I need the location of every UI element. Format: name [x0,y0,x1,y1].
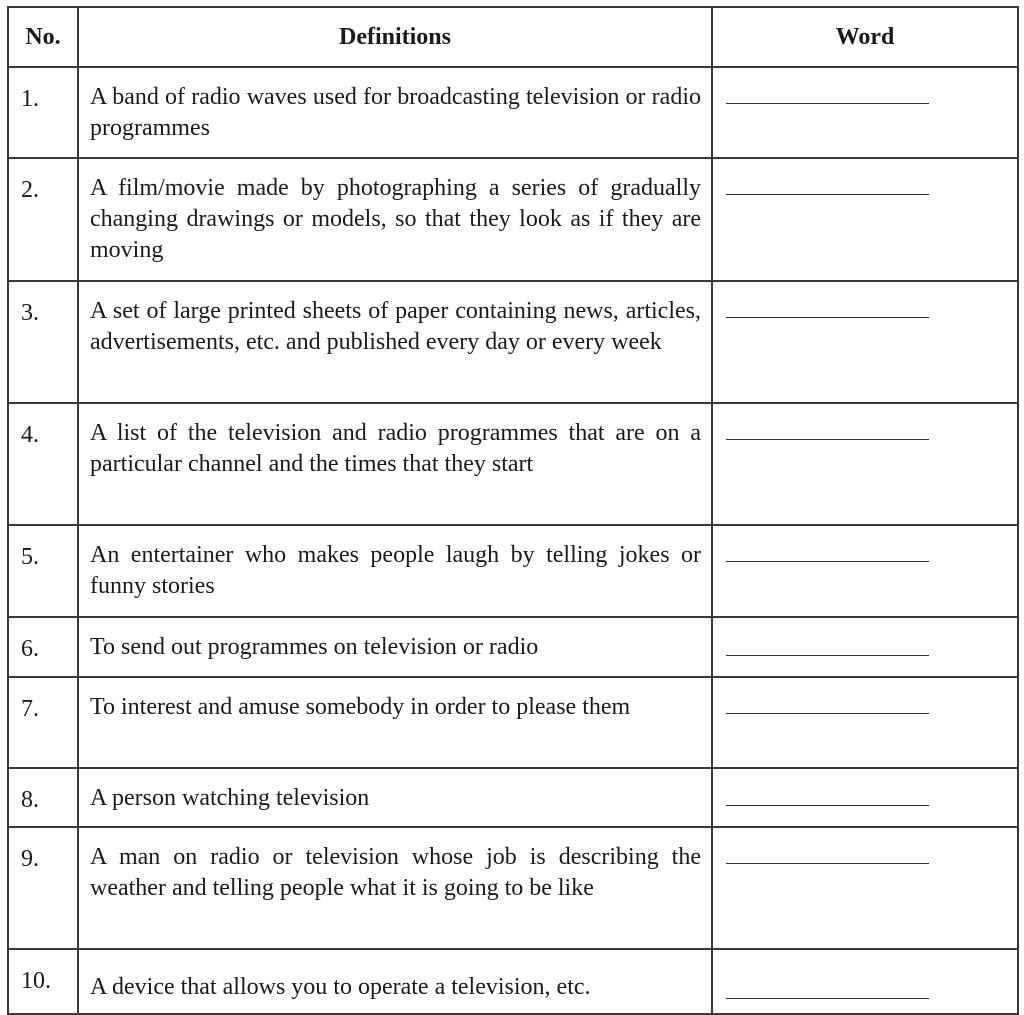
row-definition: A film/movie made by photographing a series of gradually changing drawings or models, so that they look as if they are moving [78,158,712,281]
header-no: No. [8,7,78,67]
row-number: 7. [8,677,78,768]
table-row [8,827,1018,949]
row-number: 5. [8,525,78,617]
word-answer-blank[interactable] [712,949,1018,1014]
row-definition: A band of radio waves used for broadcasting television or radio programmes [78,67,712,158]
word-answer-blank[interactable] [712,827,1018,949]
row-number: 8. [8,768,78,827]
answer-line [726,317,929,318]
row-definition: A person watching television [78,768,712,827]
answer-line [726,805,929,806]
row-definition: A list of the television and radio programmes that are on a particular channel and the times that they start [78,403,712,525]
row-number: 2. [8,158,78,281]
table-row [8,677,1018,768]
row-definition: To send out programmes on television or radio [78,617,712,677]
word-answer-blank[interactable] [712,281,1018,403]
header-definitions: Definitions [78,7,712,67]
answer-line [726,998,929,999]
table-row [8,617,1018,677]
row-number: 10. [8,949,78,1014]
table-row [8,768,1018,827]
row-number: 1. [8,67,78,158]
table-row [8,949,1018,1014]
word-answer-blank[interactable] [712,768,1018,827]
row-number: 9. [8,827,78,949]
row-definition: To interest and amuse somebody in order to please them [78,677,712,768]
table-row [8,403,1018,525]
answer-line [726,863,929,864]
row-definition: A set of large printed sheets of paper containing news, articles, advertisements, etc. and published every day or every week [78,281,712,403]
row-definition: An entertainer who makes people laugh by telling jokes or funny stories [78,525,712,617]
word-answer-blank[interactable] [712,525,1018,617]
word-answer-blank[interactable] [712,403,1018,525]
table-row [8,158,1018,281]
answer-line [726,103,929,104]
row-number: 4. [8,403,78,525]
row-definition: A man on radio or television whose job is describing the weather and telling people what it is going to be like [78,827,712,949]
word-answer-blank[interactable] [712,617,1018,677]
row-number: 3. [8,281,78,403]
table-row [8,281,1018,403]
answer-line [726,439,929,440]
answer-line [726,194,929,195]
row-number: 6. [8,617,78,677]
answer-line [726,655,929,656]
word-answer-blank[interactable] [712,158,1018,281]
answer-line [726,561,929,562]
table-header-row [8,7,1018,67]
answer-line [726,713,929,714]
row-definition: A device that allows you to operate a television, etc. [78,949,712,1014]
word-answer-blank[interactable] [712,677,1018,768]
word-answer-blank[interactable] [712,67,1018,158]
table-row [8,67,1018,158]
table-row [8,525,1018,617]
header-word: Word [712,7,1018,67]
vocabulary-table [7,6,1019,1015]
